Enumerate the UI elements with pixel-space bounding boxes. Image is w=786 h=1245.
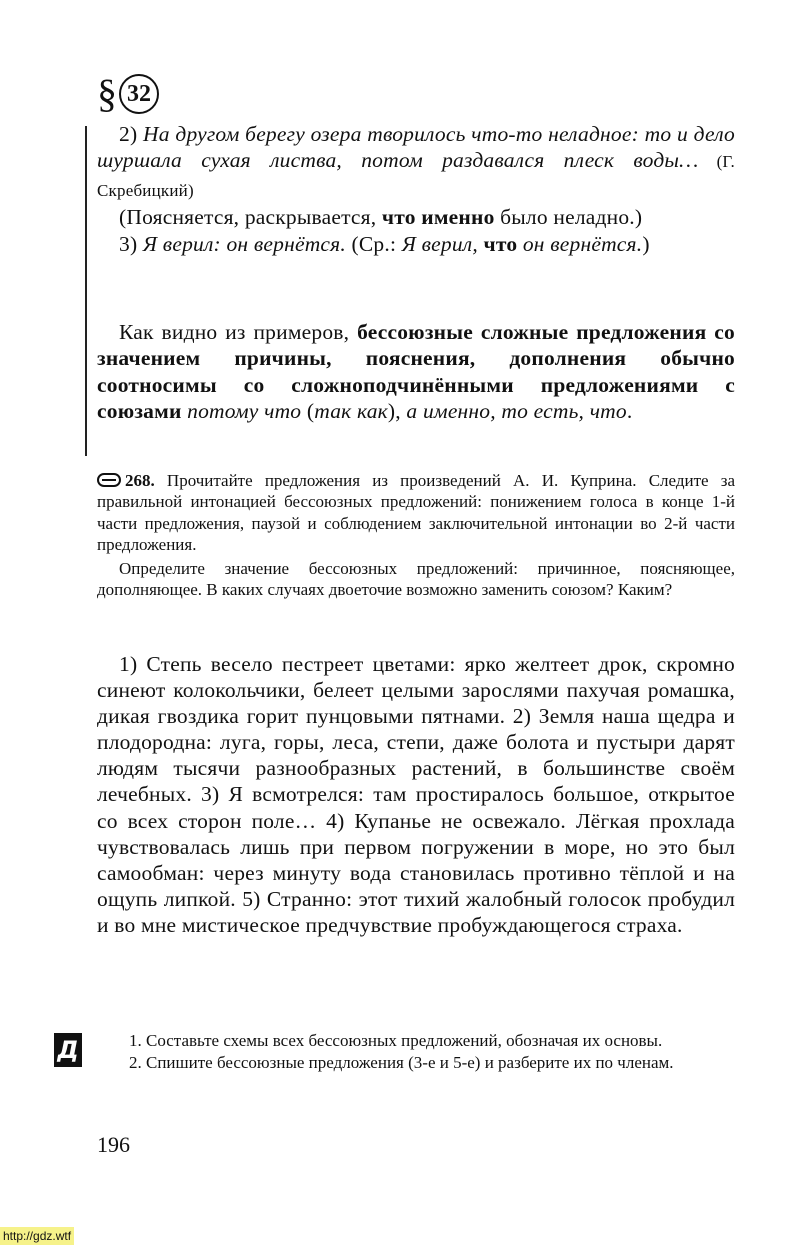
section-sign: § xyxy=(97,71,117,116)
rule-italic: потому что xyxy=(187,399,302,424)
exercise-icon xyxy=(97,473,121,487)
exercise-number: 268. xyxy=(125,471,155,490)
page-number: 196 xyxy=(97,1132,130,1157)
rule-italic: а именно, то есть, что xyxy=(406,399,627,424)
homework-item: 1. Составьте схемы всех бессоюзных предложений, обозначая их основы. xyxy=(129,1031,663,1050)
example-text: Я верил: он вернётся. xyxy=(142,231,346,256)
homework-item: 2. Спишите бессоюзные предложения (3-е и 5-е) и разберите их по членам. xyxy=(129,1053,674,1072)
example-3 xyxy=(97,231,735,257)
compare-text: (Ср.: xyxy=(345,231,402,256)
rule-text: Как видно из примеров, xyxy=(119,320,358,344)
exercise-sentences: 1) Степь весело пестреет цветами: ярко желтеет дрок, скромно синеют колокольчики, белеет целыми зарослями пахучая ромашка, дикая гвоздика горит пунцовыми пятнами. 2) Земля наша щедра и плодородна: луга, горы, леса, степи, даже болота и пустыри дарят людям тысячи разнообразных растений, в большинстве своём лечебных. 3) Я всмотрелся: там простиралось большое, открытое со всех сторон поле… 4) Купанье не освежало. Лёгкая прохлада чувствовалась лишь при первом погружении в море, но это был самообман: через минуту вода становилась противно тёплой и на ощупь липкой. 5) Странно: этот тихий жалобный голосок пробудил и во мне мистическое предчувствие пробуждающегося страха. xyxy=(97,652,735,937)
rule-text: ( xyxy=(301,399,315,424)
conjunction: что xyxy=(483,231,518,256)
rule-paragraph xyxy=(97,319,735,425)
rule-text: . xyxy=(626,399,633,424)
examples-block xyxy=(97,121,735,257)
exercise-task: Прочитайте предложения из произведений А. И. Куприна. Следите за правильной интонацией бессоюзных предложений: понижением голоса в конце 1-й части предложения, паузой и соблюдением заключительной интонации во 2-й части предложения. xyxy=(97,471,735,554)
rule-italic: так как xyxy=(314,399,388,424)
example-number: 3) xyxy=(119,231,143,256)
example-text: Я верил, xyxy=(401,231,484,256)
example-author: (Г. Скребицкий) xyxy=(97,152,735,200)
note-bold: что именно xyxy=(381,205,495,230)
example-text: На другом берегу озера творилось что-то неладное: то и дело шуршала сухая листва, потом раздавался плеск воды… xyxy=(97,122,735,173)
compare-text: ) xyxy=(642,231,650,256)
section-number-badge: 32 xyxy=(119,74,159,114)
margin-rule xyxy=(85,126,87,456)
example-2 xyxy=(97,121,735,204)
section-header xyxy=(97,70,159,118)
note-text: было неладно.) xyxy=(494,205,643,230)
rule-text: ), xyxy=(387,399,407,424)
exercise-task: Определите значение бессоюзных предложений: причинное, поясняющее, дополняющее. В каких случаях двоеточие возможно заменить союзом? Каким? xyxy=(97,559,735,600)
homework-icon: Д xyxy=(54,1033,82,1067)
exercise-268 xyxy=(97,470,735,601)
site-link[interactable]: http://gdz.wtf xyxy=(0,1227,74,1245)
example-text: он вернётся. xyxy=(517,231,643,256)
exercise-text xyxy=(97,651,735,938)
example-2-note xyxy=(97,204,735,230)
note-text: (Поясняется, раскрывается, xyxy=(119,205,382,230)
rule-bold: бессоюзные сложные предложения со значением причины, пояснения, дополнения обычно соотносимы со сложноподчинёнными предложениями с союзами xyxy=(97,320,735,424)
homework-block xyxy=(97,1030,735,1074)
example-number: 2) xyxy=(119,122,143,146)
